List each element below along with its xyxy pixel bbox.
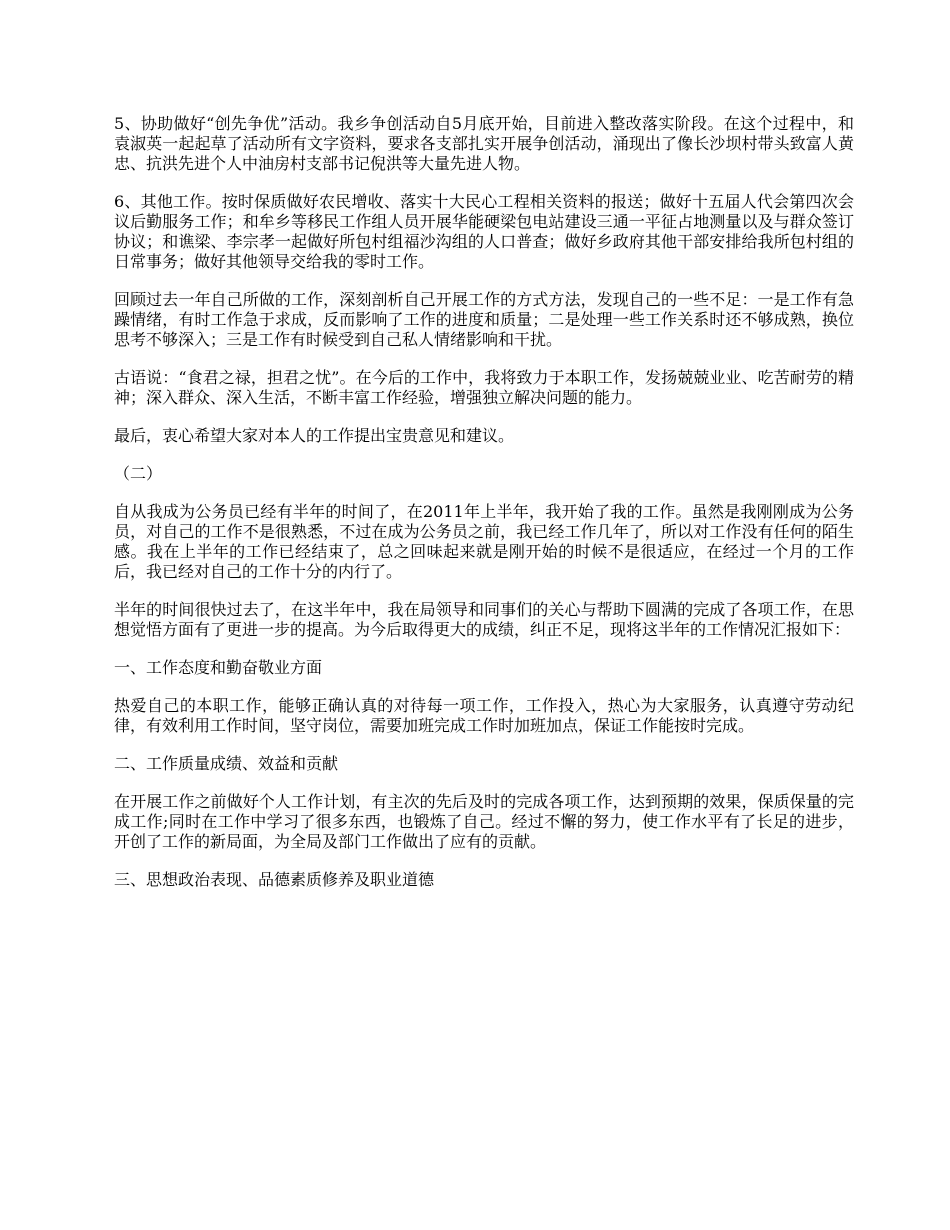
heading-work-quality: 二、工作质量成绩、效益和贡献 [114, 754, 339, 773]
paragraph-proverb: 古语说：“食君之禄，担君之忧”。在今后的工作中，我将致力于本职工作，发扬兢兢业业、吃苦耐劳的精神；深入群众、深入生活，不断丰富工作经验，增强独立解决问题的能力。 [114, 368, 854, 407]
heading-work-attitude: 一、工作态度和勤奋敬业方面 [114, 658, 323, 677]
paragraph-item5-campaign: 5、协助做好“创先争优”活动。我乡争创活动自5月底开始，目前进入整改落实阶段。在这个过程中，和袁淑英一起起草了活动所有文字资料，要求各支部扎实开展争创活动，涌现出了像长沙坝村带头致富人黄忠、抗洪先进个人中油房村支部书记倪洪等大量先进人物。 [114, 114, 854, 173]
heading-political-ethics: 三、思想政治表现、品德素质修养及职业道德 [114, 870, 435, 889]
section-heading-two: （二） [114, 464, 163, 483]
paragraph-work-attitude: 热爱自己的本职工作，能够正确认真的对待每一项工作，工作投入，热心为大家服务，认真遵守劳动纪律，有效利用工作时间，坚守岗位，需要加班完成工作时加班加点，保证工作能按时完成。 [114, 696, 854, 735]
paragraph-item6-other-work: 6、其他工作。按时保质做好农民增收、落实十大民心工程相关资料的报送；做好十五届人代会第四次会议后勤服务工作；和牟乡等移民工作组人员开展华能硬梁包电站建设三通一平征占地测量以及与群众签订协议；和谯梁、李宗孝一起做好所包村组福沙沟组的人口普查；做好乡政府其他干部安排给我所包村组的日常事务；做好其他领导交给我的零时工作。 [114, 192, 854, 271]
paragraph-report-intro: 半年的时间很快过去了，在这半年中，我在局领导和同事们的关心与帮助下圆满的完成了各项工作，在思想觉悟方面有了更进一步的提高。为今后取得更大的成绩，纠正不足，现将这半年的工作情况汇报如下： [114, 600, 854, 639]
paragraph-closing: 最后，衷心希望大家对本人的工作提出宝贵意见和建议。 [114, 426, 515, 445]
paragraph-half-year-intro: 自从我成为公务员已经有半年的时间了，在2011年上半年，我开始了我的工作。虽然是我刚刚成为公务员，对自己的工作不是很熟悉，不过在成为公务员之前，我已经工作几年了，所以对工作没有任何的陌生感。我在上半年的工作已经结束了，总之回味起来就是刚开始的时候不是很适应，在经过一个月的工作后，我已经对自己的工作十分的内行了。 [114, 502, 854, 581]
document-page [114, 114, 854, 890]
paragraph-shortcomings: 回顾过去一年自己所做的工作，深刻剖析自己开展工作的方式方法，发现自己的一些不足：一是工作有急躁情绪，有时工作急于求成，反而影响了工作的进度和质量；二是处理一些工作关系时还不够成熟，换位思考不够深入；三是工作有时候受到自己私人情绪影响和干扰。 [114, 290, 854, 349]
paragraph-work-quality: 在开展工作之前做好个人工作计划，有主次的先后及时的完成各项工作，达到预期的效果，保质保量的完成工作;同时在工作中学习了很多东西，也锻炼了自己。经过不懈的努力，使工作水平有了长足的进步，开创了工作的新局面，为全局及部门工作做出了应有的贡献。 [114, 792, 854, 851]
